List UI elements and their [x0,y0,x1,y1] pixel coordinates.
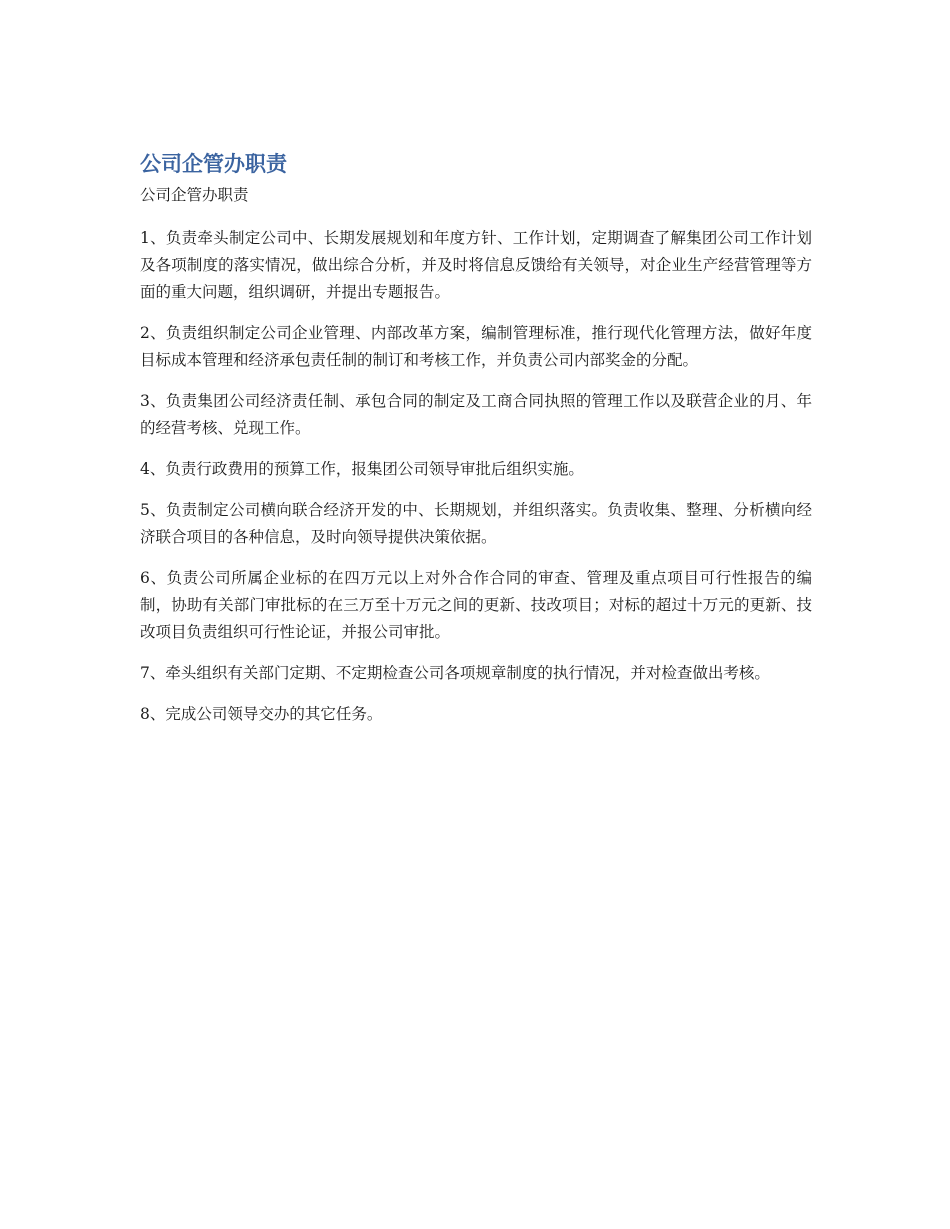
paragraph-1: 1、负责牵头制定公司中、长期发展规划和年度方针、工作计划，定期调查了解集团公司工作计划及各项制度的落实情况，做出综合分析，并及时将信息反馈给有关领导，对企业生产经营管理等方面的重大问题，组织调研，并提出专题报告。 [140,229,812,301]
paragraph-3: 3、负责集团公司经济责任制、承包合同的制定及工商合同执照的管理工作以及联营企业的月、年的经营考核、兑现工作。 [140,392,812,437]
paragraph-2: 2、负责组织制定公司企业管理、内部改革方案，编制管理标准，推行现代化管理方法，做好年度目标成本管理和经济承包责任制的制订和考核工作，并负责公司内部奖金的分配。 [140,324,812,369]
paragraph-7: 7、牵头组织有关部门定期、不定期检查公司各项规章制度的执行情况，并对检查做出考核。 [140,664,770,682]
paragraph-8: 8、完成公司领导交办的其它任务。 [140,705,383,723]
document-subtitle: 公司企管办职责 [140,186,249,204]
paragraph-6: 6、负责公司所属企业标的在四万元以上对外合作合同的审查、管理及重点项目可行性报告的编制，协助有关部门审批标的在三万至十万元之间的更新、技改项目；对标的超过十万元的更新、技改项目负责组织可行性论证，并报公司审批。 [140,569,812,641]
document-title: 公司企管办职责 [140,152,287,176]
paragraph-4: 4、负责行政费用的预算工作，报集团公司领导审批后组织实施。 [140,460,584,478]
paragraph-5: 5、负责制定公司横向联合经济开发的中、长期规划，并组织落实。负责收集、整理、分析横向经济联合项目的各种信息，及时向领导提供决策依据。 [140,501,812,546]
document-page [140,150,812,742]
